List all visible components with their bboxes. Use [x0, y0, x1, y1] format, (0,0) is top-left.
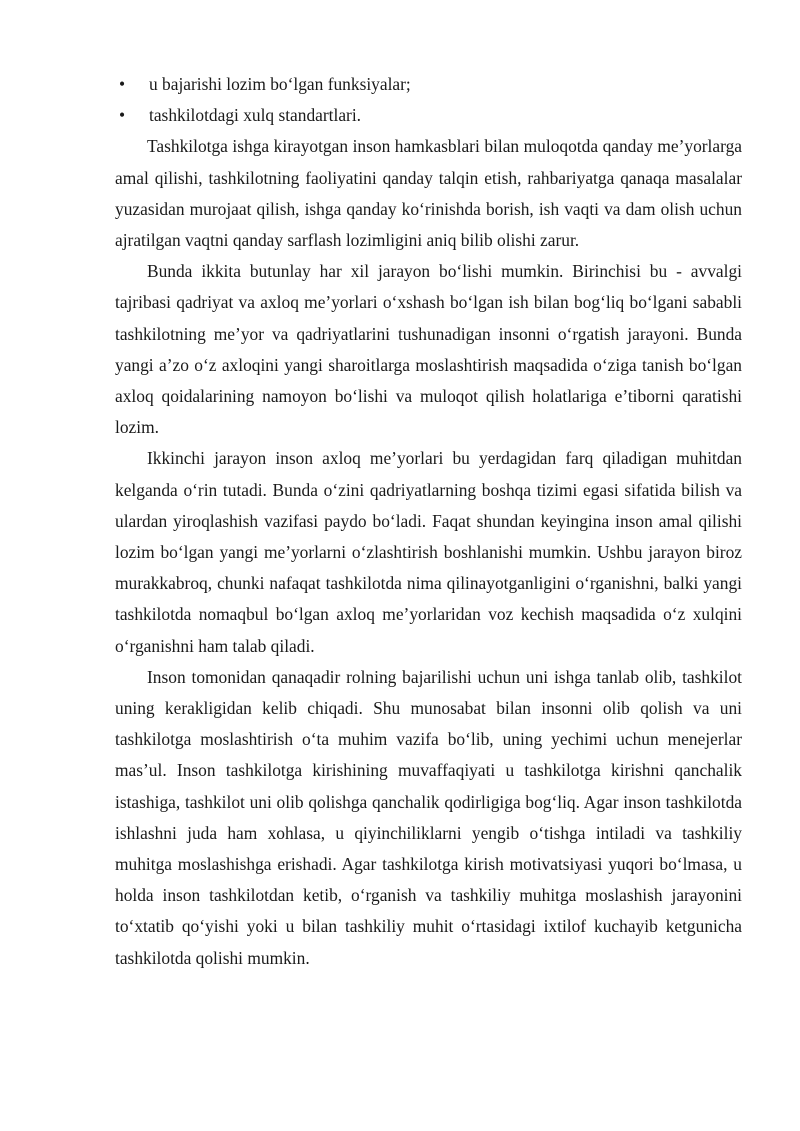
bullet-text: u bajarishi lozim bo‘lgan funksiyalar;: [149, 74, 411, 94]
paragraph-3: Ikkinchi jarayon inson axloq me’yorlari bu yerdagidan farq qiladigan muhitdan kelganda o‘rin tutadi. Bunda o‘zini qadriyatlarning boshqa tizimi egasi sifatida bilish va ulardan yiroqlashish vazifasi paydo bo‘ladi. Faqat shundan keyingina inson amal qilishi lozim bo‘lgan yangi me’yorlarni o‘zlashtirish boshlanishi mumkin. Ushbu jarayon biroz murakkabroq, chunki nafaqat tashkilotda nima qilinayotganligini o‘rganishni, balki yangi tashkilotda nomaqbul bo‘lgan axloq me’yorlaridan voz kechish maqsadida o‘z xulqini o‘rganishni ham talab qiladi.: [115, 448, 742, 656]
paragraph-4: Inson tomonidan qanaqadir rolning bajarilishi uchun uni ishga tanlab olib, tashkilot uning kerakligidan kelib chiqadi. Shu munosabat bilan insonni olib qolish va uni tashkilotga moslashtirish o‘ta muhim vazifa bo‘lib, uning yechimi uchun menejerlar mas’ul. Inson tashkilotga kirishining muvaffaqiyati u tashkilotga kirishni qanchalik istashiga, tashkilot uni olib qolishga qanchalik qodirligiga bog‘liq. Agar inson tashkilotda ishlashni juda ham xohlasa, u qiyinchiliklarni yengib o‘tishga intiladi va tashkiliy muhitga moslashishga erishadi. Agar tashkilotga kirish motivatsiyasi yuqori bo‘lmasa, u holda inson tashkilotdan ketib, o‘rganish va tashkiliy muhitga moslashish jarayonini to‘xtatib qo‘yishi yoki u bilan tashkiliy muhit o‘rtasidagi ixtilof kuchayib ketgunicha tashkilotda qolishi mumkin.: [115, 666, 742, 968]
bullet-list: [115, 69, 742, 131]
bullet-marker: •: [119, 74, 126, 94]
bullet-text: tashkilotdagi xulq standartlari.: [149, 105, 362, 126]
paragraph-2: Bunda ikkita butunlay har xil jarayon bo‘lishi mumkin. Birinchisi bu - avvalgi tajribasi qadriyat va axloq me’yorlari o‘xshash bo‘lgan ish bilan bog‘liq bo‘lgani sababli tashkilotning me’yor va qadriyatlarini tushunadigan insonni o‘rgatish jarayoni. Bunda yangi a’zo o‘z axloqini yangi sharoitlarga moslashtirish maqsadida o‘ziga tanish bo‘lgan axloq qoidalarining namoyon bo‘lishi va muloqot qilish holatlariga e’tiborni qaratishi lozim.: [115, 261, 742, 438]
list-item: [115, 100, 742, 131]
paragraph-1: Tashkilotga ishga kirayotgan inson hamkasblari bilan muloqotda qanday me’yorlarga amal qilishi, tashkilotning faoliyatini qanday talqin etish, rahbariyatga qanaqa masalalar yuzasidan murojaat qilish, ishga qanday ko‘rinishda borish, ish vaqti va dam olish uchun ajratilgan vaqtni qanday sarflash lozimligini aniq bilib olishi zarur.: [115, 136, 742, 251]
list-item: [115, 69, 742, 100]
bullet-marker: •: [119, 105, 126, 126]
page-body: [115, 69, 742, 974]
